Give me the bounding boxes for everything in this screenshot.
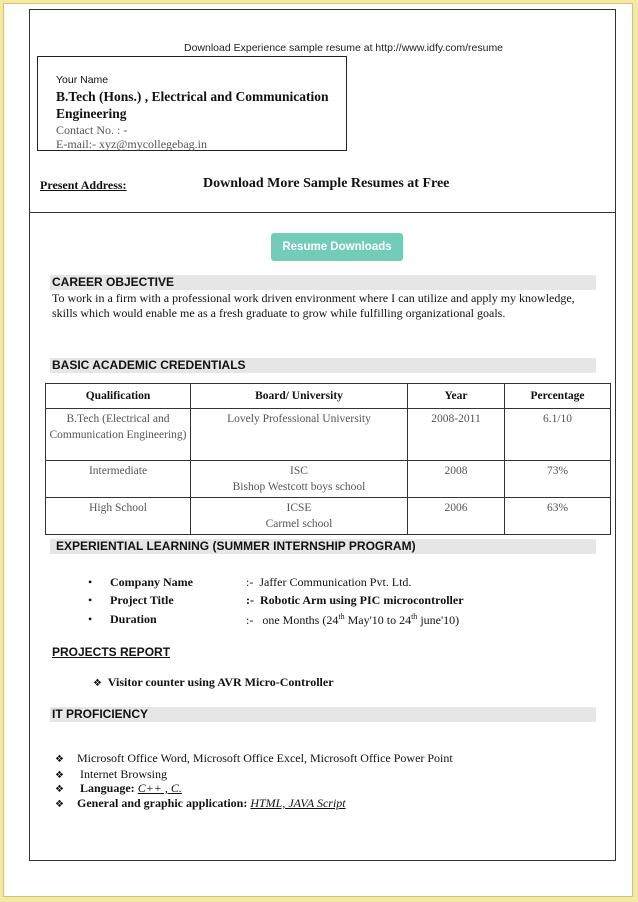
it-item-text: Microsoft Office Word, Microsoft Office Excel, Microsoft Office Power Point [77,751,453,765]
diamond-bullet-icon: ❖ [55,784,64,795]
list-item [55,751,453,766]
cell-year: 2008-2011 [408,409,505,461]
cell-percentage: 6.1/10 [505,409,611,461]
col-board: Board/ University [191,384,408,409]
resume-page [3,3,633,897]
name-box [37,56,347,151]
cell-board [191,498,408,535]
board-name: ISC [290,465,308,477]
project-text: Visitor counter using AVR Micro-Controller [107,675,334,689]
credentials-table [45,383,611,535]
present-address-label: Present Address: [40,178,127,192]
bullet-icon: • [88,612,93,626]
download-note[interactable]: Download Experience sample resume at http://www.idfy.com/resume [184,42,504,54]
diamond-bullet-icon: ❖ [55,799,64,810]
email: E-mail:- xyz@mycollegebag.in [56,137,208,151]
cell-qualification: Intermediate [46,461,191,498]
list-item [55,781,182,796]
it-proficiency-heading: IT PROFICIENCY [50,707,596,722]
cell-qualification: High School [46,498,191,535]
item-label: Project Title [110,593,174,607]
item-label: Duration [110,612,157,626]
degree: B.Tech (Hons.) , Electrical and Communication Engineering [56,89,329,121]
list-item [55,767,167,782]
item-value: :- Robotic Arm using PIC microcontroller [246,593,464,607]
experiential-heading: EXPERIENTIAL LEARNING (SUMMER INTERNSHIP PROGRAM) [50,539,596,554]
it-item-label: General and graphic application: [77,796,248,810]
diamond-bullet-icon: ❖ [55,754,64,765]
board-name: ICSE [286,502,312,514]
bullet-icon: • [88,575,93,589]
bullet-icon: • [88,593,93,607]
it-item-value: HTML, JAVA Script [250,796,346,810]
header-divider [29,212,616,213]
table-row [46,409,611,461]
contact-number: Contact No. : - [56,123,128,137]
cell-year: 2008 [408,461,505,498]
projects-heading: PROJECTS REPORT [52,645,171,659]
diamond-bullet-icon: ❖ [55,770,64,781]
it-item-label: Language: [80,781,135,795]
list-item [55,796,346,811]
your-name: Your Name [56,74,109,86]
item-label: Company Name [110,575,193,589]
school-name: Carmel school [265,518,333,530]
col-year: Year [408,384,505,409]
it-item-text: Internet Browsing [80,767,167,781]
table-row [46,461,611,498]
item-value: :- Jaffer Communication Pvt. Ltd. [246,575,412,589]
cell-board: Lovely Professional University [191,409,408,461]
col-percentage: Percentage [505,384,611,409]
resume-downloads-button[interactable]: Resume Downloads [271,233,403,261]
download-more-text: Download More Sample Resumes at Free [203,176,450,191]
it-item-value: C++ , C. [137,781,182,795]
diamond-bullet-icon: ❖ [93,678,102,689]
project-item [93,675,334,690]
table-row [46,498,611,535]
cell-year: 2006 [408,498,505,535]
col-qualification: Qualification [46,384,191,409]
item-value: :- one Months (24th May'10 to 24th june'10) [246,612,460,627]
cell-percentage: 63% [505,498,611,535]
career-objective-text: To work in a firm with a professional work driven environment where I can utilize and apply my knowledge, skills which would enable me as a fresh graduate to grow while fulfilling organizational goals. [52,291,575,320]
cell-percentage: 73% [505,461,611,498]
school-name: Bishop Westcott boys school [232,481,366,493]
cell-qualification: B.Tech (Electrical and Communication Engineering) [46,409,191,461]
credentials-heading: BASIC ACADEMIC CREDENTIALS [50,358,596,373]
table-header-row [46,384,611,409]
career-objective-heading: CAREER OBJECTIVE [50,275,596,290]
cell-board [191,461,408,498]
